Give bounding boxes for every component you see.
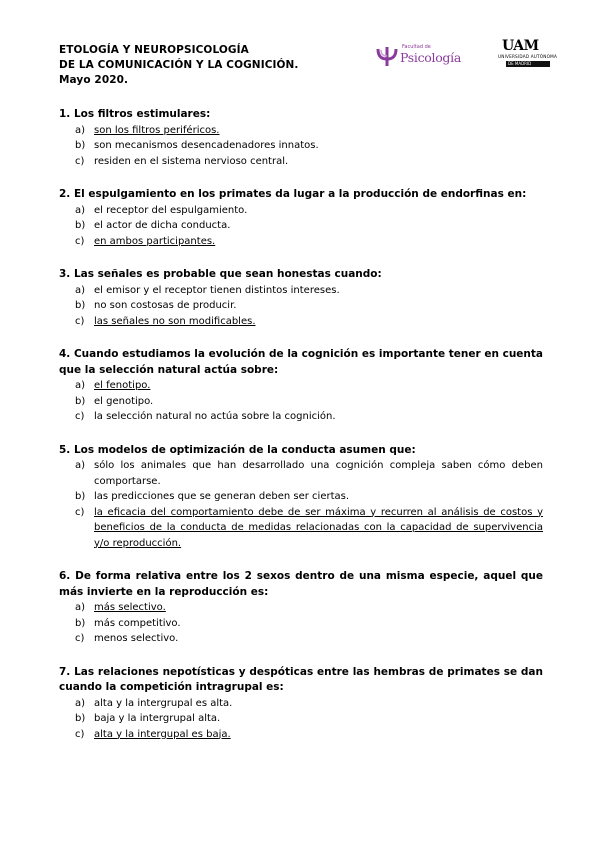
option-text: son mecanismos desencadenadores innatos. <box>94 140 319 151</box>
answer-option <box>59 489 543 505</box>
answer-option <box>59 696 543 712</box>
question-title: 1. Los filtros estimulares: <box>59 108 211 120</box>
answer-option <box>59 378 543 394</box>
question-list <box>59 107 543 760</box>
option-letter: b) <box>75 300 86 311</box>
header-title-line1: ETOLOGÍA Y NEUROPSICOLOGÍA <box>59 44 249 56</box>
question-title: 6. De forma relativa entre los 2 sexos dentro de una misma especie, aquel que más invierte en la reproducción es: <box>59 570 543 598</box>
correct-answer-text: son los filtros periféricos. <box>94 124 220 136</box>
answer-option <box>59 234 543 250</box>
answer-option <box>59 203 543 219</box>
question-2 <box>59 187 543 249</box>
header-date: Mayo 2020. <box>59 74 129 86</box>
option-text: más competitivo. <box>94 617 181 629</box>
option-letter: a) <box>75 460 86 471</box>
psicologia-logo <box>376 43 461 67</box>
option-letter: b) <box>75 617 86 629</box>
psicologia-logo-big: Psicología <box>400 50 461 65</box>
answer-option <box>59 409 543 425</box>
option-text: el actor de dicha conducta. <box>94 220 231 231</box>
question-7 <box>59 665 543 743</box>
correct-answer-text: la eficacia del comportamiento debe de ser máxima y recurren al análisis de costos y beneficios de la conducta de medidas relacionadas con la capacidad de supervivencia y/o reproducción. <box>94 506 543 549</box>
option-letter: b) <box>75 395 86 407</box>
question-title: 4. Cuando estudiamos la evolución de la cognición es importante tener en cuenta que la selección natural actúa sobre: <box>59 348 543 376</box>
answer-option <box>59 154 543 170</box>
answer-option <box>59 711 543 727</box>
option-text: alta y la intergrupal es alta. <box>94 697 233 709</box>
uam-letters: UAM <box>502 38 539 54</box>
question-title: 2. El espulgamiento en los primates da lugar a la producción de endorfinas en: <box>59 188 527 200</box>
header-title-line2: DE LA COMUNICACIÓN Y LA COGNICIÓN. <box>59 59 299 71</box>
answer-option <box>59 616 543 632</box>
question-title: 3. Las señales es probable que sean honestas cuando: <box>59 268 382 280</box>
correct-answer-text: las señales no son modificables. <box>94 315 256 327</box>
question-4 <box>59 347 543 425</box>
uam-subtitle: UNIVERSIDAD AUTÓNOMA <box>498 54 558 59</box>
option-text: sólo los animales que han desarrollado una cognición compleja saben cómo deben comportarse. <box>94 460 543 487</box>
question-6 <box>59 569 543 647</box>
option-text: el emisor y el receptor tienen distintos intereses. <box>94 284 340 296</box>
answer-option <box>59 458 543 489</box>
uam-bar-text: DE MADRID <box>508 61 532 66</box>
option-text: el genotipo. <box>94 395 154 407</box>
correct-answer-text: el fenotipo. <box>94 380 151 391</box>
psicologia-logo-small: Facultad de <box>402 44 431 50</box>
option-letter: c) <box>75 506 85 518</box>
option-letter: a) <box>75 602 86 613</box>
question-title: 7. Las relaciones nepotísticas y despóticas entre las hembras de primates se dan cuando la competición intragrupal es: <box>59 665 543 693</box>
option-text: menos selectivo. <box>94 633 179 644</box>
option-text: las predicciones que se generan deben ser ciertas. <box>94 491 350 502</box>
correct-answer-text: alta y la intergupal es baja. <box>94 728 231 740</box>
option-letter: c) <box>75 235 85 247</box>
answer-option <box>59 600 543 616</box>
option-text: el receptor del espulgamiento. <box>94 204 248 216</box>
answer-option <box>59 505 543 552</box>
exam-header <box>59 43 299 88</box>
answer-option <box>59 123 543 139</box>
option-text: baja y la intergrupal alta. <box>94 713 221 724</box>
answer-option <box>59 298 543 314</box>
answer-option <box>59 314 543 330</box>
answer-option <box>59 727 543 743</box>
option-letter: c) <box>75 411 85 422</box>
question-5 <box>59 443 543 552</box>
option-letter: c) <box>75 315 85 327</box>
option-letter: c) <box>75 633 85 644</box>
option-letter: b) <box>75 140 86 151</box>
option-letter: c) <box>75 728 85 740</box>
option-letter: c) <box>75 155 85 167</box>
question-3 <box>59 267 543 329</box>
uam-bar <box>506 61 550 67</box>
answer-option <box>59 631 543 647</box>
question-1 <box>59 107 543 169</box>
option-text: residen en el sistema nervioso central. <box>94 155 289 167</box>
psi-symbol-icon <box>376 45 398 67</box>
option-letter: a) <box>75 380 86 391</box>
option-letter: a) <box>75 204 86 216</box>
correct-answer-text: en ambos participantes. <box>94 235 216 247</box>
option-letter: b) <box>75 491 86 502</box>
option-text: la selección natural no actúa sobre la cognición. <box>94 411 336 422</box>
uam-logo <box>498 38 558 72</box>
question-title: 5. Los modelos de optimización de la conducta asumen que: <box>59 443 416 456</box>
option-letter: b) <box>75 713 86 724</box>
option-text: no son costosas de producir. <box>94 300 237 311</box>
correct-answer-text: más selectivo. <box>94 602 166 613</box>
answer-option <box>59 218 543 234</box>
option-letter: a) <box>75 124 86 136</box>
answer-option <box>59 283 543 299</box>
answer-option <box>59 138 543 154</box>
option-letter: b) <box>75 220 86 231</box>
option-letter: a) <box>75 284 86 296</box>
option-letter: a) <box>75 697 86 709</box>
answer-option <box>59 394 543 410</box>
